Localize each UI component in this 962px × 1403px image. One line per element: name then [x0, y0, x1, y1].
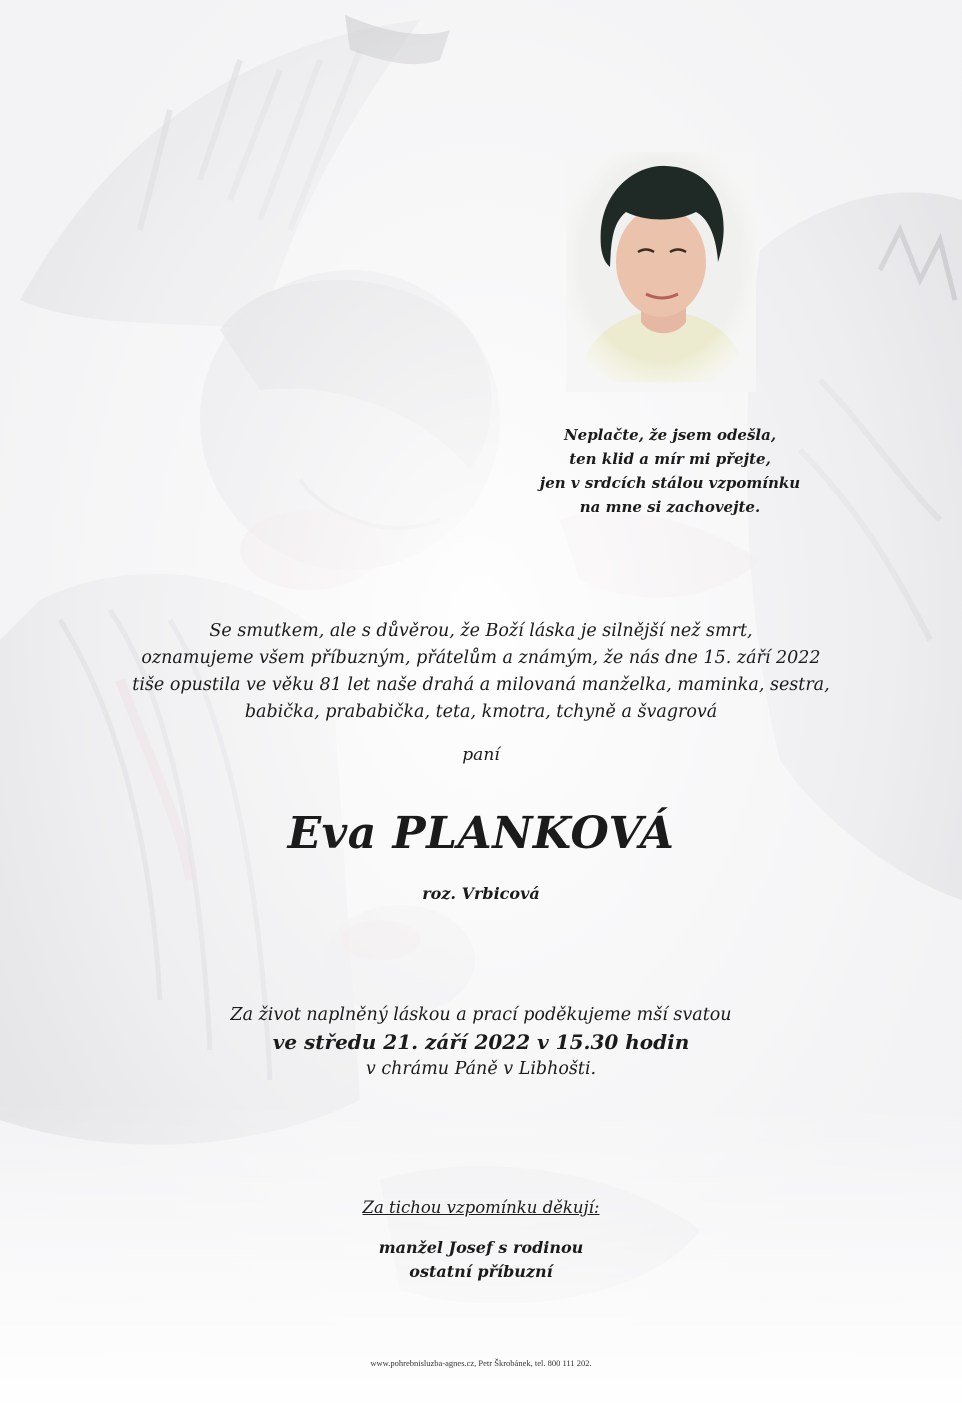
thanks-heading: Za tichou vzpomínku děkují: — [362, 1198, 600, 1217]
death-announcement — [90, 618, 872, 726]
announcement-line: Se smutkem, ale s důvěrou, že Boží láska je silnější než smrt, — [209, 621, 753, 641]
service-place: v chrámu Páně v Libhošti. — [365, 1059, 597, 1079]
mourner: ostatní příbuzní — [409, 1262, 553, 1281]
poem-line: jen v srdcích stálou vzpomínku — [539, 474, 801, 492]
mourner: manžel Josef s rodinou — [378, 1238, 584, 1257]
deceased-name: Eva PLANKOVÁ — [287, 808, 675, 859]
poem-line: Neplačte, že jsem odešla, — [563, 426, 777, 444]
poem-line: na mne si zachovejte. — [579, 498, 761, 516]
maiden-name: roz. Vrbicová — [422, 884, 540, 903]
announcement-line: tiše opustila ve věku 81 let naše drahá a milovaná manželka, maminka, sestra, — [132, 675, 830, 695]
announcement-line: oznamujeme všem příbuzným, přátelům a známým, že nás dne 15. září 2022 — [141, 648, 821, 668]
announcement-line: babička, prababička, teta, kmotra, tchyně a švagrová — [244, 702, 718, 722]
mourners-list — [0, 1236, 962, 1284]
service-date-time: ve středu 21. září 2022 v 15.30 hodin — [272, 1030, 690, 1054]
service-line: Za život naplněný láskou a prací poděkujeme mší svatou — [230, 1005, 732, 1025]
honorific: paní — [462, 745, 500, 765]
farewell-poem — [520, 423, 820, 519]
portrait-photo — [566, 152, 756, 392]
funeral-service-footer: www.pohrebnisluzba-agnes.cz, Petr Škrobánek, tel. 800 111 202. — [370, 1358, 592, 1368]
service-info — [140, 1002, 822, 1083]
poem-line: ten klid a mír mi přejte, — [569, 450, 771, 468]
